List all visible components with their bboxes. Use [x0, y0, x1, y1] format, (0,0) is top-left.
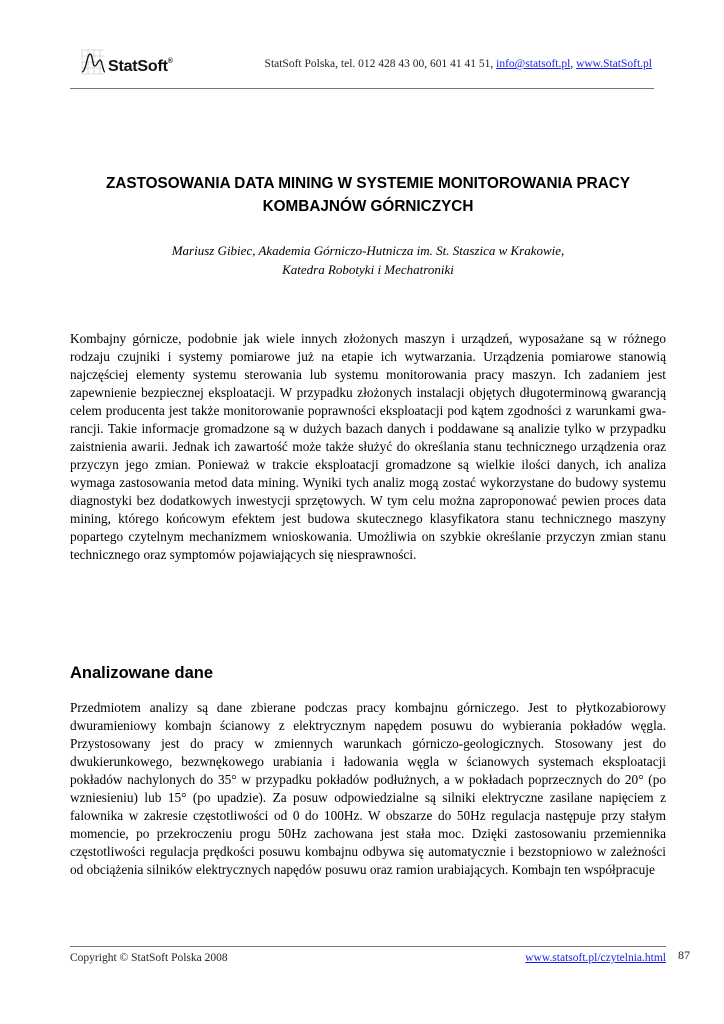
author-affiliation	[70, 241, 666, 279]
logo-wordmark: StatSoft®	[108, 58, 173, 75]
reading-room-link[interactable]: www.statsoft.pl/czytelnia.html	[525, 952, 666, 964]
statsoft-logo	[80, 46, 173, 76]
page-header	[70, 40, 654, 89]
website-link[interactable]: www.StatSoft.pl	[576, 58, 652, 70]
department-line: Katedra Robotyki i Mechatroniki	[282, 262, 454, 277]
section-heading: Analizowane dane	[70, 664, 214, 682]
section-paragraph: Przedmiotem analizy są dane zbierane podczas pracy kombajnu górniczego. Jest to płytkozabiorowy dwuramieniowy kombajn ścianowy z elektrycznym napędem posuwu do wybierania pokładów węgla. Przystosowany jest do pracy w zmiennych warunkach górniczo-geologicznych. Stosowany jest do dwukierunkowego, bezwnękowego urabiania i ładowania węgla w ścianowych systemach eksploatacji pokładów nachylonych do 35° w przypadku pokładów podłużnych, a w pokładach poprzecznych do 20° (po wzniesieniu) lub 15° (po upadzie). Za posuw odpowiedzialne są silniki elektryczne zasilane napięciem z falownika w zakresie częstotliwości od 0 do 100Hz. W obszarze do 50Hz regulacja następuje przy stałym momencie, po przekroczeniu progu 50Hz zachowana jest stała moc. Dzięki zastosowaniu przemiennika częstotliwości regulacja prędkości posuwu kombajnu odbywa się automatycznie i bezstopniowo w zależności od obciążenia silników elektrycznych napędów posuwu oraz ramion urabiających. Kombajn ten współpracuje	[70, 700, 666, 877]
copyright-text: Copyright © StatSoft Polska 2008	[70, 952, 228, 964]
footer-divider	[70, 946, 666, 947]
contact-info: StatSoft Polska, tel. 012 428 43 00, 601 41 41 51, info@statsoft.pl, www.StatSoft.pl	[264, 58, 652, 70]
email-link[interactable]: info@statsoft.pl	[496, 58, 571, 70]
chart-grid-icon	[80, 48, 106, 76]
page-number: 87	[678, 948, 690, 962]
article-title: ZASTOSOWANIA DATA MINING W SYSTEMIE MONITOROWANIA PRACY KOMBAJNÓW GÓRNICZYCH	[105, 175, 631, 215]
contact-phone: StatSoft Polska, tel. 012 428 43 00, 601 41 41 51,	[264, 58, 497, 70]
author-line: Mariusz Gibiec, Akademia Górniczo-Hutnicza im. St. Staszica w Krakowie,	[171, 243, 565, 258]
intro-paragraph: Kombajny górnicze, podobnie jak wiele innych złożonych maszyn i urządzeń, wyposażane są w różnego rodzaju czujniki i systemy pomiarowe już na etapie ich wytwarzania. Urządzenia pomiarowe stanowią najczęściej elementy systemu sterowania lub systemu monitorowania pracy maszyn. Ich zadaniem jest zapewnienie bezpiecznej eksploatacji. W przypadku złożonych instalacji objętych długoterminową gwarancją celem producenta jest także monitorowanie poprawności eksploatacji pod kątem zgodności z warunkami gwarancji. Takie informacje gromadzone są w dużych bazach danych i poddawane są analizie tylko w przypadku zaistnienia awarii. Jednak ich zawartość może także służyć do określania stanu technicznego urządzenia oraz przyczyn jego zmian. Ponieważ w trakcie eksploatacji gromadzone są wielkie ilości danych, ich analiza wymaga zastosowania metod data mining. Wyniki tych analiz mogą zostać wykorzystane do budowy systemu diagnostyki bez dodatkowych inwestycji sprzętowych. W tym celu można zaproponować pewien proces data mining, którego końcowym efektem jest budowa skutecznego klasyfikatora stanu technicznego maszyny popartego czytelnym mechanizmem wnioskowania. Umożliwia on szybkie określanie przyczyn zmian stanu technicznego oraz symptomów pojawiających się niesprawności.	[70, 331, 666, 562]
